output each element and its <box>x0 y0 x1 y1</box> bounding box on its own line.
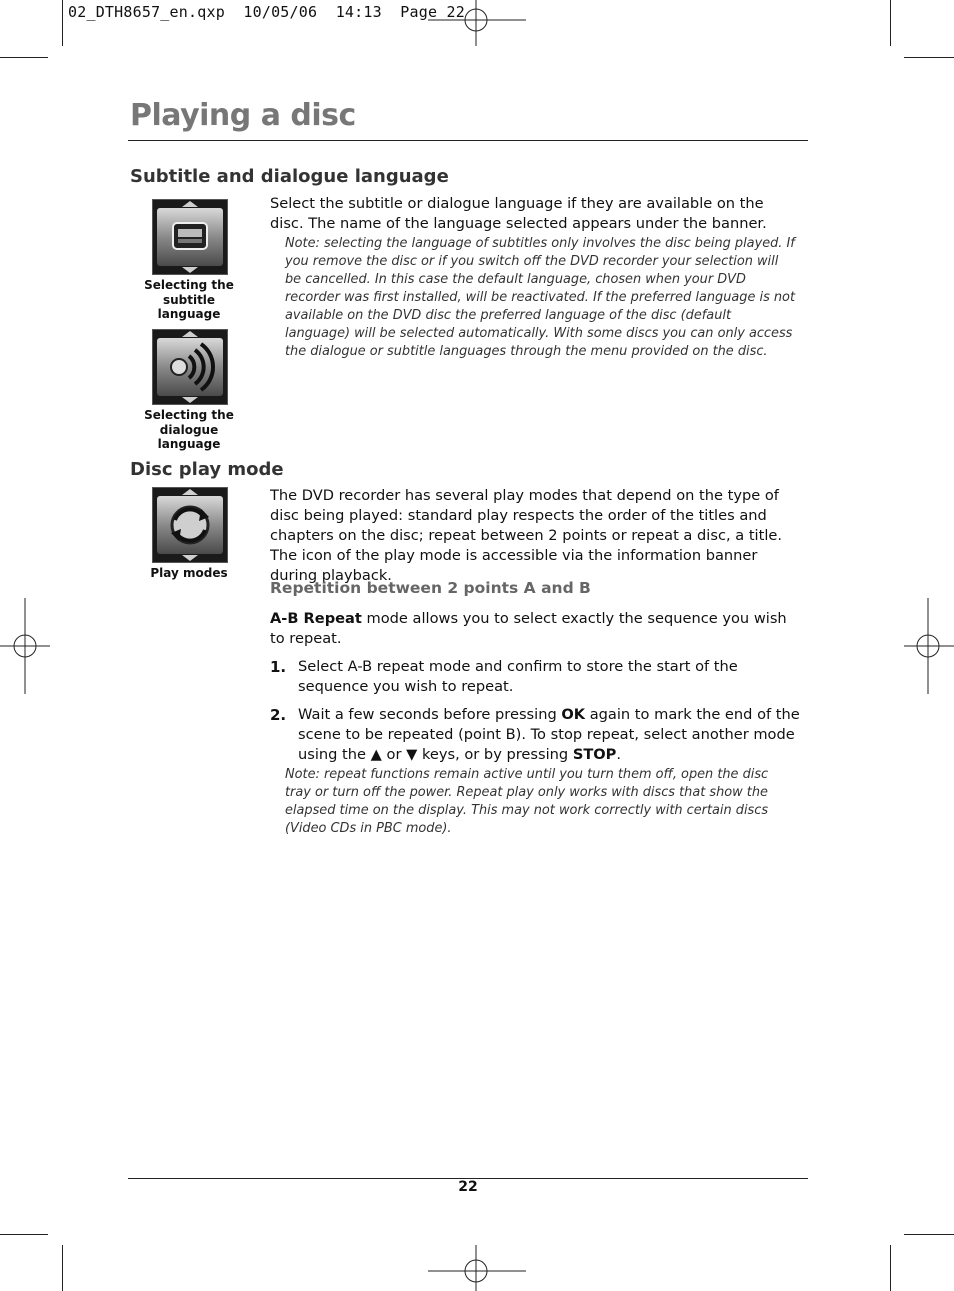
subtitle-icon <box>152 199 228 275</box>
registration-mark-bottom <box>428 1245 526 1291</box>
subtitle-note: Note: selecting the language of subtitles only involves the disc being played. If you remove the disc or if you switch off the DVD recorder your selection will be cancelled. In this case the default language, chosen when your DVD recorder was first installed, will be reactivated. If the preferred language is not available on the DVD disc the preferred language of the disc (default language) will be selected automatically. With some discs you can only access the dialogue or subtitle languages through the menu provided on the disc. <box>285 236 795 359</box>
section-heading-subtitle: Subtitle and dialogue language <box>130 166 449 187</box>
list-item <box>270 657 810 699</box>
print-slug: 02_DTH8657_en.qxp 10/05/06 14:13 Page 22 <box>68 3 465 21</box>
page-number: 22 <box>458 1179 478 1195</box>
ab-repeat-text: mode allows you to select exactly the sequence you wish to repeat. <box>270 610 787 647</box>
registration-mark-left <box>0 598 50 694</box>
ab-repeat-label: A-B Repeat <box>270 610 362 627</box>
dialogue-icon <box>152 329 228 405</box>
step-number: 2. <box>270 706 287 724</box>
subtitle-paragraph: Select the subtitle or dialogue language if they are available on the disc. The name of the language selected appears under the banner. <box>270 195 767 232</box>
ab-repeat-paragraph <box>270 609 800 649</box>
registration-mark-right <box>904 598 954 694</box>
icon-caption-dialogue: Selecting the dialogue language <box>144 408 234 451</box>
play-mode-paragraph: The DVD recorder has several play modes that depend on the type of disc being played: standard play respects the order of the titles and chapters on the disc; repeat between 2 points or repeat a disc, a title. The icon of the play mode is accessible via the information banner during playback. <box>270 487 782 584</box>
icon-caption-subtitle: Selecting the subtitle language <box>144 278 234 321</box>
list-item <box>270 705 810 767</box>
play-mode-icon <box>152 487 228 563</box>
page-title: Playing a disc <box>130 98 356 133</box>
title-rule <box>128 140 808 141</box>
section-heading-play-mode: Disc play mode <box>130 459 284 480</box>
repeat-note: Note: repeat functions remain active until you turn them off, open the disc tray or turn off the power. Repeat play only works with discs that show the elapsed time on the display. This may not work correctly with certain discs (Video CDs in PBC mode). <box>285 767 769 836</box>
stop-key-label: STOP <box>572 746 617 763</box>
icon-caption-play-modes: Play modes <box>150 566 228 580</box>
step-text: Wait a few seconds before pressing OK again to mark the end of the scene to be repeated (point B). To stop repeat, select another mode using the ▲ or ▼ keys, or by pressing STOP. <box>298 706 800 763</box>
subheading-ab-repeat: Repetition between 2 points A and B <box>270 579 591 597</box>
ok-key-label: OK <box>561 706 586 723</box>
registration-mark-top <box>428 0 526 46</box>
step-text: Select A-B repeat mode and confirm to store the start of the sequence you wish to repeat. <box>298 658 738 695</box>
step-number: 1. <box>270 658 287 676</box>
